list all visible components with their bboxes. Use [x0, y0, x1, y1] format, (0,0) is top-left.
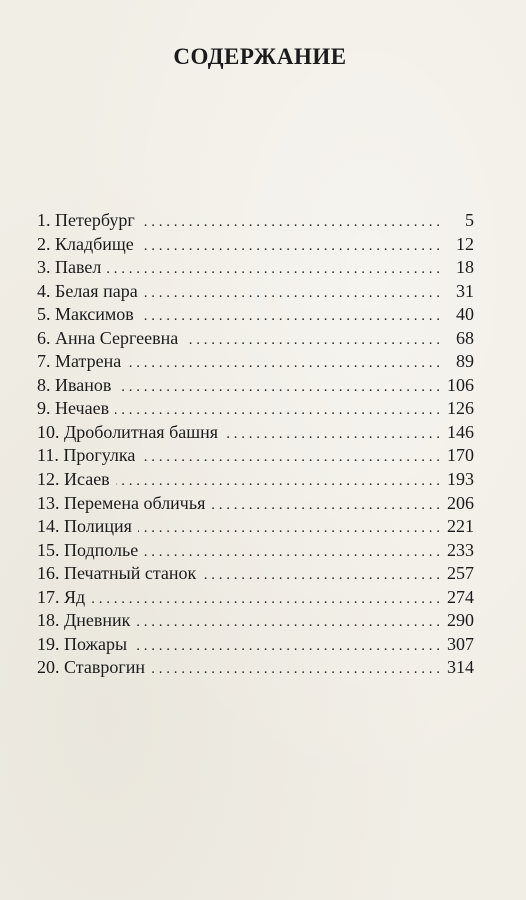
toc-entry-title: 20. Ставрогин [37, 657, 145, 678]
toc-entry [37, 397, 474, 421]
dot-leader [138, 517, 440, 541]
toc-entry-page-number: 18 [456, 257, 474, 278]
toc-entry [37, 209, 474, 233]
toc-entry-title: 6. Анна Сергеевна [37, 327, 179, 348]
toc-entry-title: 9. Нечаев [37, 398, 110, 419]
toc-entry-page-number: 193 [447, 469, 474, 490]
toc-entry [37, 656, 474, 680]
toc-entry-title: 10. Дроболитная башня [37, 421, 219, 442]
dot-leader [140, 235, 440, 259]
dot-leader [117, 376, 440, 400]
toc-entry [37, 280, 474, 304]
toc-entry-title: 18. Дневник [37, 610, 131, 631]
toc-entry [37, 374, 474, 398]
toc-entry-page-number: 221 [447, 516, 474, 537]
toc-entry [37, 609, 474, 633]
dot-leader [151, 658, 440, 682]
toc-entry-page-number: 257 [447, 563, 474, 584]
dot-leader [211, 494, 440, 518]
toc-entry [37, 233, 474, 257]
toc-entry-page-number: 5 [465, 210, 474, 230]
dot-leader [91, 588, 440, 612]
toc-entry-page-number: 290 [447, 610, 474, 631]
dot-leader [127, 352, 440, 376]
dot-leader [115, 399, 440, 423]
toc-entry-title: 1. Петербург [37, 210, 135, 230]
toc-entry-page-number: 170 [447, 445, 474, 466]
toc-entry-title: 4. Белая пара [37, 280, 138, 301]
toc-entry [37, 421, 474, 445]
toc-entry-page-number: 126 [447, 398, 474, 419]
toc-entry-title: 15. Подполье [37, 539, 139, 560]
toc-entry-page-number: 307 [447, 633, 474, 654]
dot-leader [116, 470, 440, 494]
toc-entry-page-number: 206 [447, 492, 474, 513]
toc-entry-page-number: 89 [456, 351, 474, 372]
toc-entry [37, 586, 474, 610]
toc-entry [37, 468, 474, 492]
toc-entry [37, 444, 474, 468]
toc-entry-page-number: 68 [456, 327, 474, 348]
dot-leader [107, 258, 440, 282]
toc-entry-page-number: 274 [447, 586, 474, 607]
toc-entry-page-number: 12 [456, 233, 474, 254]
dot-leader [224, 423, 440, 447]
dot-leader [144, 282, 440, 306]
toc-entry-title: 2. Кладбище [37, 233, 134, 254]
dot-leader [133, 635, 440, 659]
toc-entry [37, 515, 474, 539]
dot-leader [144, 541, 440, 565]
toc-entry-title: 8. Иванов [37, 374, 112, 395]
toc-entry-title: 3. Павел [37, 257, 102, 278]
toc-entry-title: 14. Полиция [37, 516, 132, 537]
toc-entry [37, 303, 474, 327]
toc-entry [37, 539, 474, 563]
toc-entry-page-number: 314 [447, 657, 474, 678]
dot-leader [141, 446, 440, 470]
toc-entry [37, 327, 474, 351]
dot-leader [140, 305, 440, 329]
dot-leader [136, 611, 440, 635]
toc-entry-page-number: 106 [447, 374, 474, 395]
toc-entry-title: 11. Прогулка [37, 445, 136, 466]
toc-entry-page-number: 233 [447, 539, 474, 560]
toc-entry [37, 562, 474, 586]
toc-entry-title: 16. Печатный станок [37, 563, 197, 584]
toc-entry-page-number: 31 [456, 280, 474, 301]
toc-entry-title: 7. Матрена [37, 351, 122, 372]
dot-leader [202, 564, 440, 588]
toc-entry [37, 350, 474, 374]
toc-entry-page-number: 146 [447, 421, 474, 442]
toc-entry-title: 13. Перемена обличья [37, 492, 206, 513]
toc-entry-title: 17. Яд [37, 586, 86, 607]
dot-leader [184, 329, 440, 353]
toc-entry [37, 492, 474, 516]
dot-leader [141, 211, 440, 235]
toc-entry [37, 633, 474, 657]
toc-entry-title: 19. Пожары [37, 633, 128, 654]
toc-entry-title: 12. Исаев [37, 469, 110, 490]
toc-entry-title: 5. Максимов [37, 304, 134, 325]
page-title: СОДЕРЖАНИЕ [173, 44, 347, 69]
toc-entry [37, 256, 474, 280]
toc-entry-page-number: 40 [456, 304, 474, 325]
table-of-contents [37, 209, 474, 680]
